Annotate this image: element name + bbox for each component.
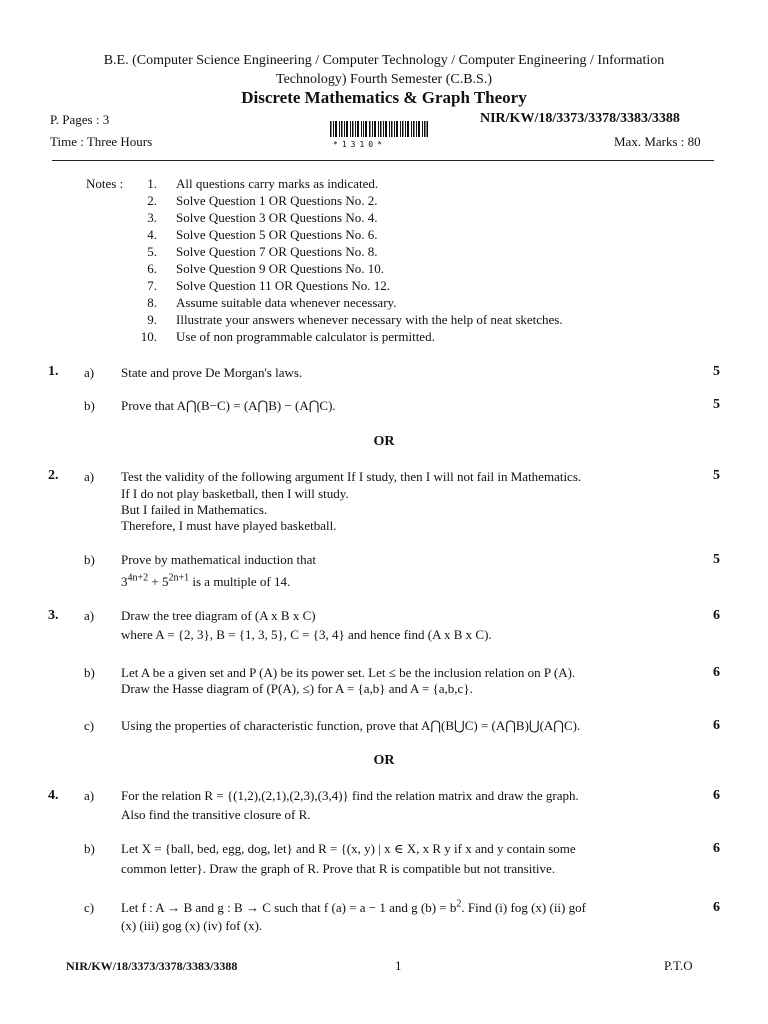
q4c-exponent: 2 <box>456 898 462 910</box>
question-4-number: 4. <box>48 788 59 803</box>
q2a-marks: 5 <box>713 468 720 483</box>
q4c-label: c) <box>84 900 95 915</box>
note-text: Solve Question 5 OR Questions No. 6. <box>176 227 378 242</box>
q4b-line-1: Let X = {ball, bed, egg, dog, let} and R = {(x, y) | x ∈ X, x R y if x and y contain some <box>121 841 576 856</box>
note-text: Solve Question 9 OR Questions No. 10. <box>176 261 384 276</box>
q4a-line-1: For the relation R = {(1,2),(2,1),(2,3),(3,4)} find the relation matrix and draw the graph. <box>121 788 579 803</box>
note-number: 4. <box>147 227 157 242</box>
or-separator-2: OR <box>373 753 395 768</box>
q4c-marks: 6 <box>713 900 720 915</box>
barcode <box>330 121 428 137</box>
q4c-line-2: (x) (iii) gog (x) (iv) fof (x). <box>121 918 263 933</box>
page-number: 1 <box>395 958 402 973</box>
q2a-line-4: Therefore, I must have played basketball. <box>121 518 337 533</box>
q2b-label: b) <box>84 552 95 567</box>
q3c-marks: 6 <box>713 718 720 733</box>
q4c-line-1-post: . Find (i) fog (x) (ii) gof <box>461 900 586 915</box>
header-divider <box>52 160 714 161</box>
page-count: P. Pages : 3 <box>50 112 110 127</box>
paper-code: NIR/KW/18/3373/3378/3383/3388 <box>480 111 680 126</box>
q3a-line-2: where A = {2, 3}, B = {1, 3, 5}, C = {3, 4} and hence find (A x B x C). <box>121 627 492 642</box>
note-number: 2. <box>147 193 157 208</box>
note-number: 1. <box>147 176 157 191</box>
note-number: 5. <box>147 244 157 259</box>
q3b-line-2: Draw the Hasse diagram of (P(A), ≤) for A = {a,b} and A = {a,b,c}. <box>121 681 473 696</box>
barcode-number: *1310* <box>333 140 386 149</box>
course-line-2: Technology) Fourth Semester (C.B.S.) <box>276 72 492 87</box>
q2b-base: 3 <box>121 574 128 589</box>
q2a-line-2: If I do not play basketball, then I will study. <box>121 486 349 501</box>
note-number: 7. <box>147 278 157 293</box>
q4b-marks: 6 <box>713 841 720 856</box>
note-text: Solve Question 7 OR Questions No. 8. <box>176 244 378 259</box>
q4b-line-2: common letter}. Draw the graph of R. Prove that R is compatible but not transitive. <box>121 861 556 876</box>
paper-title: Discrete Mathematics & Graph Theory <box>241 88 527 107</box>
q2a-line-1: Test the validity of the following argument If I study, then I will not fail in Mathematics. <box>121 469 582 484</box>
note-number: 10. <box>140 329 157 344</box>
q4a-marks: 6 <box>713 788 720 803</box>
note-number: 8. <box>147 295 157 310</box>
notes-label: Notes : <box>86 176 124 191</box>
note-text: Use of non programmable calculator is permitted. <box>176 329 435 344</box>
note-number: 6. <box>147 261 157 276</box>
q4a-line-2: Also find the transitive closure of R. <box>121 807 311 822</box>
note-text: All questions carry marks as indicated. <box>176 176 379 191</box>
q2a-label: a) <box>84 469 95 484</box>
max-marks: Max. Marks : 80 <box>614 134 701 149</box>
q2b-exponent-2: 2n+1 <box>168 572 190 584</box>
note-text: Assume suitable data whenever necessary. <box>176 295 397 310</box>
question-2-number: 2. <box>48 468 59 483</box>
question-3-number: 3. <box>48 608 59 623</box>
q3c-text: Using the properties of characteristic function, prove that A⋂(B⋃C) = (A⋂B)⋃(A⋂C). <box>121 718 581 733</box>
q3b-label: b) <box>84 665 95 680</box>
note-number: 3. <box>147 210 157 225</box>
q1a-marks: 5 <box>713 364 720 379</box>
note-text: Solve Question 11 OR Questions No. 12. <box>176 278 391 293</box>
q2a-line-3: But I failed in Mathematics. <box>121 502 268 517</box>
q1a-label: a) <box>84 365 95 380</box>
note-text: Illustrate your answers whenever necessary with the help of neat sketches. <box>176 312 563 327</box>
q1b-label: b) <box>84 398 95 413</box>
note-number: 9. <box>147 312 157 327</box>
question-1-number: 1. <box>48 364 59 379</box>
course-line-1: B.E. (Computer Science Engineering / Computer Technology / Computer Engineering / Information <box>103 53 665 68</box>
q4c-line-1 <box>121 900 681 916</box>
q3b-line-1: Let A be a given set and P (A) be its power set. Let ≤ be the inclusion relation on P (A). <box>121 665 576 680</box>
q3a-line-1: Draw the tree diagram of (A x B x C) <box>121 608 316 623</box>
note-text: Solve Question 1 OR Questions No. 2. <box>176 193 378 208</box>
q1b-marks: 5 <box>713 397 720 412</box>
q3c-label: c) <box>84 718 95 733</box>
q1b-text: Prove that A⋂(B−C) = (A⋂B) − (A⋂C). <box>121 398 336 413</box>
q2b-line-1: Prove by mathematical induction that <box>121 552 316 567</box>
q2b-tail: is a multiple of 14. <box>189 574 291 589</box>
q1a-text: State and prove De Morgan's laws. <box>121 365 303 380</box>
q3a-marks: 6 <box>713 608 720 623</box>
q3a-label: a) <box>84 608 95 623</box>
footer-code: NIR/KW/18/3373/3378/3383/3388 <box>66 959 238 973</box>
q2b-plus: + 5 <box>148 574 169 589</box>
pto-label: P.T.O <box>664 958 693 973</box>
q4b-label: b) <box>84 841 95 856</box>
q4c-line-1-pre: Let f : A → B and g : B → C such that f (a) = a − 1 and g (b) = b <box>121 900 457 915</box>
q2b-marks: 5 <box>713 552 720 567</box>
exam-time: Time : Three Hours <box>50 134 153 149</box>
or-separator-1: OR <box>373 434 395 449</box>
q2b-exponent-1: 4n+2 <box>127 572 149 584</box>
note-text: Solve Question 3 OR Questions No. 4. <box>176 210 378 225</box>
q4a-label: a) <box>84 788 95 803</box>
q3b-marks: 6 <box>713 665 720 680</box>
q2b-expression <box>121 574 681 590</box>
